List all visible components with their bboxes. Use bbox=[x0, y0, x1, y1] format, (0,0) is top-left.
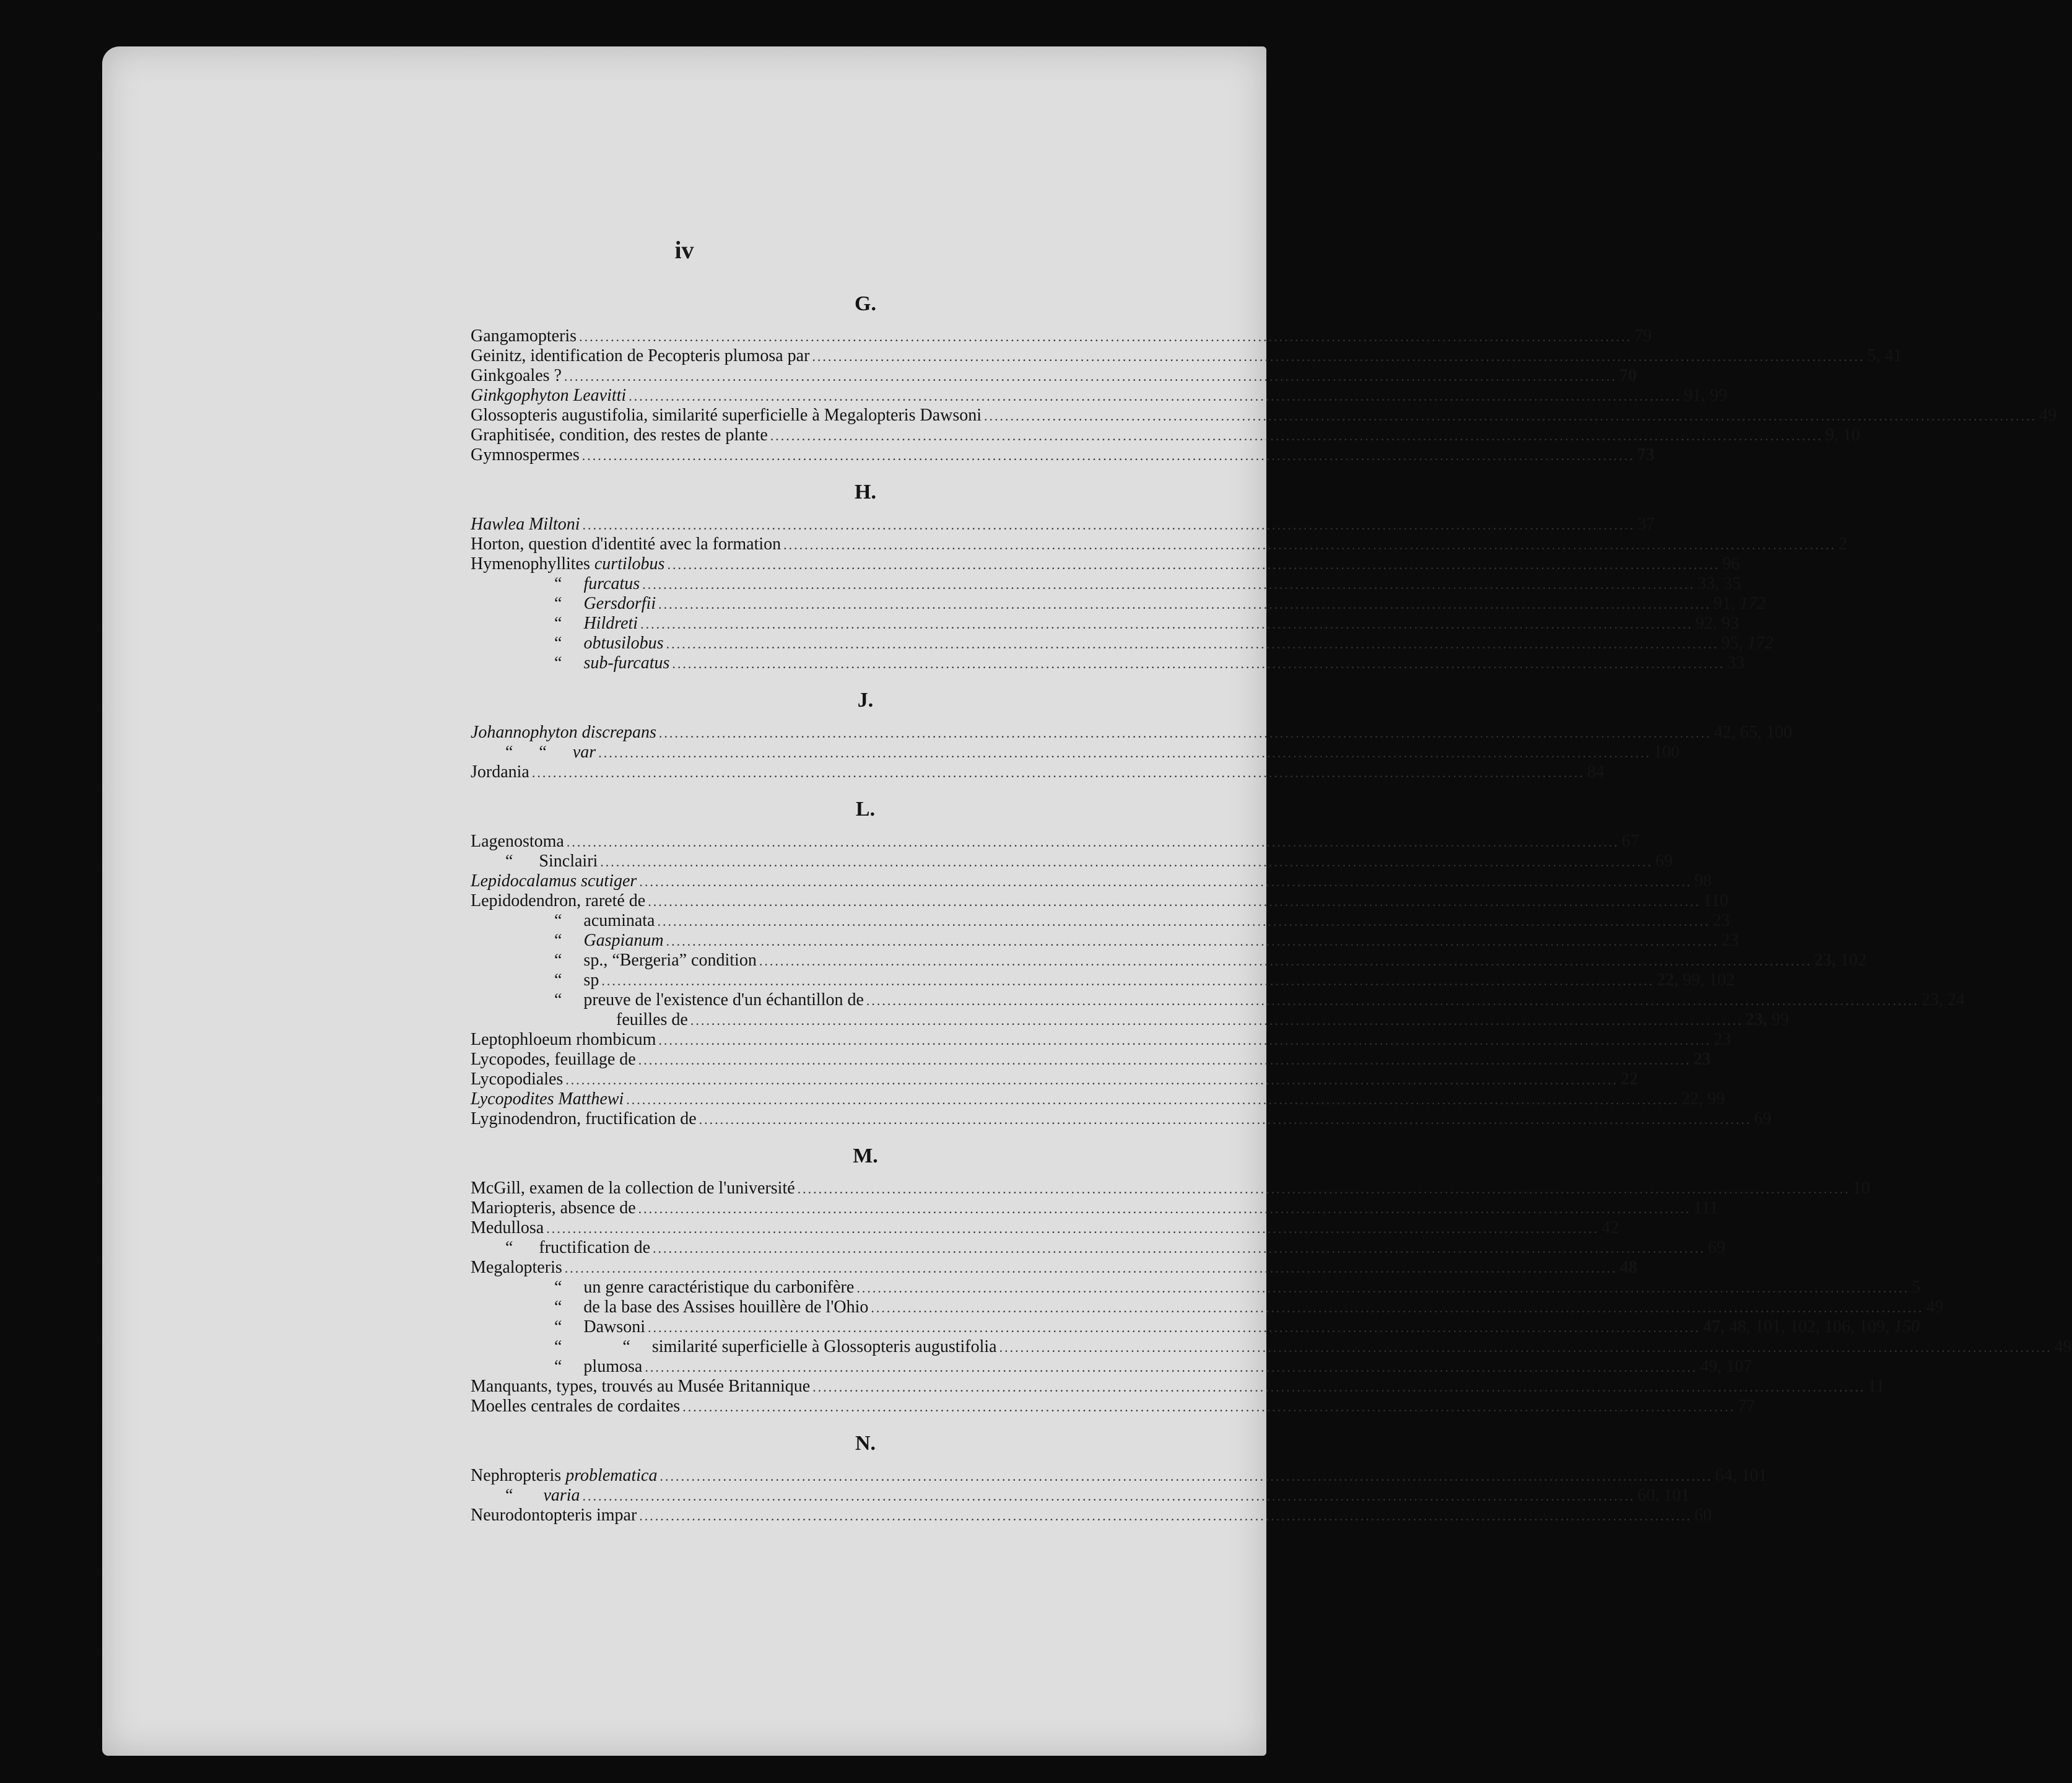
entry-pages: 23, 99 bbox=[1745, 1010, 1789, 1029]
dot-leader: ........................................................................................................................................................................................................ bbox=[658, 596, 1712, 612]
entry-pages: 5 bbox=[1912, 1278, 1921, 1297]
entry-pages: 96 bbox=[1722, 554, 1740, 573]
index-entry bbox=[471, 534, 1848, 554]
entry-label: “ sp bbox=[554, 970, 599, 990]
dot-leader: ........................................................................................................................................................................................................ bbox=[648, 894, 1701, 909]
entry-pages: 33, 35 bbox=[1697, 574, 1741, 593]
dot-leader: ........................................................................................................................................................................................................ bbox=[871, 1300, 1924, 1315]
entry-pages: 48 bbox=[1619, 1258, 1637, 1277]
dot-leader: ........................................................................................................................................................................................................ bbox=[783, 537, 1837, 552]
entry-pages: 73 bbox=[1637, 445, 1655, 464]
index-entry bbox=[471, 554, 1740, 574]
entry-label: Lycopodes, feuillage de bbox=[471, 1050, 636, 1069]
entry-label: “ sp., “Bergeria” condition bbox=[554, 951, 757, 970]
entry-label: feuilles de bbox=[616, 1010, 688, 1029]
entry-pages: 49 bbox=[2039, 406, 2057, 425]
entry-label: “ Sinclairi bbox=[471, 852, 598, 871]
entry-label: “ Hildreti bbox=[554, 614, 638, 633]
index-entry bbox=[471, 1317, 1920, 1337]
dot-leader: ........................................................................................................................................................................................................ bbox=[564, 1260, 1617, 1276]
section-letter: H. bbox=[855, 481, 876, 504]
dot-leader: ........................................................................................................................................................................................................ bbox=[638, 1052, 1691, 1068]
index-entry bbox=[471, 1297, 1944, 1317]
entry-label: “ fructification de bbox=[471, 1238, 651, 1257]
index-entry bbox=[471, 762, 1604, 782]
index-entry bbox=[471, 951, 1866, 970]
index-entry bbox=[471, 1337, 2072, 1357]
dot-leader: ........................................................................................................................................................................................................ bbox=[999, 1340, 2052, 1355]
index-entry bbox=[471, 1258, 1637, 1278]
entry-label: Manquants, types, trouvés au Musée Britannique bbox=[471, 1377, 811, 1396]
entry-label: “ obtusilobus bbox=[554, 634, 664, 653]
dot-leader: ........................................................................................................................................................................................................ bbox=[565, 1072, 1619, 1088]
entry-pages: 42 bbox=[1601, 1218, 1619, 1237]
entry-pages: 70 bbox=[1619, 366, 1637, 385]
index-entry bbox=[471, 425, 1860, 445]
entry-label: Nephropteris problematica bbox=[471, 1466, 658, 1485]
dot-leader: ........................................................................................................................................................................................................ bbox=[658, 1032, 1712, 1048]
dot-leader: ........................................................................................................................................................................................................ bbox=[657, 913, 1710, 929]
index-entry bbox=[471, 723, 1792, 743]
dot-leader: ........................................................................................................................................................................................................ bbox=[666, 933, 1719, 949]
dot-leader: ........................................................................................................................................................................................................ bbox=[770, 428, 1823, 443]
entry-pages: 5, 41 bbox=[1867, 346, 1902, 365]
dot-leader: ........................................................................................................................................................................................................ bbox=[666, 636, 1719, 652]
entry-label: Gymnospermes bbox=[471, 445, 580, 464]
entry-label: Lycopodites Matthewi bbox=[471, 1089, 624, 1109]
index-entry bbox=[471, 1397, 1756, 1416]
entry-pages: 111 bbox=[1693, 1198, 1718, 1218]
entry-label: Medullosa bbox=[471, 1218, 544, 1237]
index-entry bbox=[471, 1377, 1885, 1397]
index-entry bbox=[471, 1179, 1870, 1198]
index-entry bbox=[471, 911, 1730, 931]
entry-label: Moelles centrales de cordaites bbox=[471, 1397, 681, 1416]
index-entry bbox=[471, 832, 1639, 852]
dot-leader: ........................................................................................................................................................................................................ bbox=[659, 1468, 1713, 1484]
index-entry bbox=[471, 1506, 1712, 1525]
entry-label: Mariopteris, absence de bbox=[471, 1198, 636, 1218]
entry-pages: 49 bbox=[1926, 1297, 1944, 1317]
dot-leader: ........................................................................................................................................................................................................ bbox=[598, 745, 1652, 761]
entry-label: Lepidodendron, rareté de bbox=[471, 891, 646, 910]
entry-pages: 22, 99, 102 bbox=[1656, 970, 1735, 990]
index-entry bbox=[471, 366, 1637, 386]
dot-leader: ........................................................................................................................................................................................................ bbox=[699, 1112, 1752, 1127]
dot-leader: ........................................................................................................................................................................................................ bbox=[639, 874, 1692, 889]
entry-label: “ preuve de l'existence d'un échantillon de bbox=[554, 990, 864, 1009]
entry-pages: 23 bbox=[1721, 931, 1739, 950]
entry-pages: 23 bbox=[1693, 1050, 1711, 1069]
dot-leader: ........................................................................................................................................................................................................ bbox=[626, 1092, 1679, 1107]
entry-pages: 49, 107 bbox=[1700, 1357, 1752, 1376]
index-entry bbox=[471, 574, 1741, 594]
index-entry bbox=[471, 1030, 1731, 1050]
entry-label: “ varia bbox=[471, 1486, 580, 1505]
index-entry bbox=[471, 852, 1673, 871]
entry-label: Gangamopteris bbox=[471, 326, 577, 346]
entry-pages: 91, 99 bbox=[1684, 386, 1728, 405]
entry-pages: 2 bbox=[1839, 534, 1848, 554]
entry-pages: 84 bbox=[1587, 762, 1604, 782]
index-list bbox=[471, 288, 2072, 1525]
entry-pages: 47, 48, 101, 102, 106, 109, 150 bbox=[1702, 1317, 1920, 1336]
entry-pages: 100 bbox=[1653, 743, 1680, 762]
dot-leader: ........................................................................................................................................................................................................ bbox=[667, 557, 1720, 572]
entry-label: “ “ similarité superficielle à Glossopteris augustifolia bbox=[554, 1337, 997, 1356]
dot-leader: ........................................................................................................................................................................................................ bbox=[645, 1359, 1698, 1375]
dot-leader: ........................................................................................................................................................................................................ bbox=[582, 517, 1635, 533]
entry-label: Hymenophyllites curtilobus bbox=[471, 554, 665, 573]
entry-label: Ginkgophyton Leavitti bbox=[471, 386, 627, 405]
entry-pages: 60 bbox=[1694, 1506, 1712, 1525]
entry-label: Lagenostoma bbox=[471, 832, 564, 851]
dot-leader: ........................................................................................................................................................................................................ bbox=[797, 1181, 1850, 1197]
entry-label: Lyginodendron, fructification de bbox=[471, 1109, 697, 1128]
dot-leader: ........................................................................................................................................................................................................ bbox=[639, 1508, 1692, 1524]
entry-pages: 110 bbox=[1703, 891, 1729, 910]
entry-label: “ Dawsoni bbox=[554, 1317, 645, 1336]
dot-leader: ........................................................................................................................................................................................................ bbox=[866, 993, 1919, 1008]
dot-leader: ........................................................................................................................................................................................................ bbox=[531, 765, 1585, 780]
section-letter: L. bbox=[855, 798, 876, 821]
entry-pages: 23 bbox=[1713, 1030, 1731, 1049]
section-letter: N. bbox=[855, 1432, 876, 1455]
entry-pages: 22 bbox=[1621, 1070, 1639, 1089]
dot-leader: ........................................................................................................................................................................................................ bbox=[640, 616, 1694, 632]
entry-pages: 91, 172 bbox=[1713, 594, 1766, 613]
entry-label: “ furcatus bbox=[554, 574, 640, 593]
dot-leader: ........................................................................................................................................................................................................ bbox=[812, 349, 1865, 364]
entry-pages: 49 bbox=[2054, 1337, 2072, 1356]
entry-pages: 22, 99 bbox=[1681, 1089, 1725, 1109]
index-entry bbox=[471, 1010, 1789, 1030]
dot-leader: ........................................................................................................................................................................................................ bbox=[581, 448, 1635, 463]
entry-pages: 92, 93 bbox=[1695, 614, 1739, 633]
entry-pages: 79 bbox=[1634, 326, 1652, 346]
index-entry bbox=[471, 1218, 1619, 1238]
entry-pages: 37 bbox=[1637, 515, 1655, 534]
index-entry bbox=[471, 1486, 1690, 1506]
entry-pages: 10 bbox=[1852, 1179, 1870, 1198]
entry-label: “ Gaspianum bbox=[554, 931, 664, 950]
entry-label: “ plumosa bbox=[554, 1357, 643, 1376]
dot-leader: ........................................................................................................................................................................................................ bbox=[682, 1399, 1736, 1415]
entry-label: Jordania bbox=[471, 762, 529, 782]
index-entry bbox=[471, 1466, 1767, 1486]
dot-leader: ........................................................................................................................................................................................................ bbox=[600, 854, 1653, 870]
dot-leader: ........................................................................................................................................................................................................ bbox=[566, 834, 1619, 850]
entry-label: Hawlea Miltoni bbox=[471, 515, 580, 534]
section-letter: M. bbox=[853, 1144, 878, 1167]
entry-label: “ Gersdorfii bbox=[554, 594, 656, 613]
book-page bbox=[102, 46, 2072, 1756]
entry-label: “ de la base des Assises houillère de l'Ohio bbox=[554, 1297, 869, 1317]
entry-label: “ sub-furcatus bbox=[554, 653, 670, 673]
index-entry bbox=[471, 594, 1766, 614]
entry-pages: 42, 65, 100 bbox=[1713, 723, 1792, 742]
index-entry bbox=[471, 346, 1902, 366]
index-entry bbox=[471, 445, 1655, 465]
entry-label: Lycopodiales bbox=[471, 1070, 564, 1089]
entry-pages: 23 bbox=[1712, 911, 1730, 930]
entry-pages: 64, 101 bbox=[1715, 1466, 1767, 1485]
index-entry bbox=[471, 990, 1965, 1010]
entry-label: Graphitisée, condition, des restes de plante bbox=[471, 425, 768, 445]
section-letter: J. bbox=[857, 689, 874, 712]
index-entry bbox=[471, 1238, 1726, 1258]
index-entry bbox=[471, 970, 1735, 990]
entry-pages: 23, 24 bbox=[1921, 990, 1965, 1009]
index-entry bbox=[471, 1198, 1718, 1218]
dot-leader: ........................................................................................................................................................................................................ bbox=[638, 1201, 1691, 1216]
index-entry bbox=[471, 1357, 1752, 1377]
entry-pages: 69 bbox=[1708, 1238, 1726, 1257]
index-entry bbox=[471, 891, 1729, 911]
page-number: iv bbox=[674, 236, 694, 264]
dot-leader: ........................................................................................................................................................................................................ bbox=[812, 1379, 1866, 1395]
entry-pages: 60, 101 bbox=[1637, 1486, 1690, 1505]
index-entry bbox=[471, 614, 1739, 634]
dot-leader: ........................................................................................................................................................................................................ bbox=[601, 973, 1655, 988]
entry-label: Lepidocalamus scutiger bbox=[471, 871, 637, 891]
entry-label: “ acuminata bbox=[554, 911, 655, 930]
entry-pages: 11 bbox=[1868, 1377, 1885, 1396]
entry-pages: 77 bbox=[1738, 1397, 1756, 1416]
dot-leader: ........................................................................................................................................................................................................ bbox=[629, 388, 1682, 404]
index-entry bbox=[471, 1070, 1639, 1089]
index-entry bbox=[471, 1109, 1772, 1129]
index-entry bbox=[471, 515, 1655, 534]
dot-leader: ........................................................................................................................................................................................................ bbox=[690, 1013, 1743, 1028]
dot-leader: ........................................................................................................................................................................................................ bbox=[642, 577, 1695, 592]
entry-pages: 69 bbox=[1655, 852, 1673, 871]
entry-label: Glossopteris augustifolia, similarité superficielle à Megalopteris Dawsoni bbox=[471, 406, 982, 425]
entry-label: Johannophyton discrepans bbox=[471, 723, 656, 742]
entry-pages: 95, 172 bbox=[1721, 634, 1774, 653]
index-entry bbox=[471, 1089, 1725, 1109]
index-entry bbox=[471, 634, 1774, 653]
index-entry bbox=[471, 1050, 1711, 1070]
entry-label: “ un genre caractéristique du carbonifère bbox=[554, 1278, 855, 1297]
dot-leader: ........................................................................................................................................................................................................ bbox=[647, 1320, 1700, 1335]
dot-leader: ........................................................................................................................................................................................................ bbox=[653, 1240, 1706, 1256]
entry-pages: 33 bbox=[1727, 653, 1745, 673]
dot-leader: ........................................................................................................................................................................................................ bbox=[856, 1280, 1910, 1296]
index-entry bbox=[471, 326, 1652, 346]
entry-label: Megalopteris bbox=[471, 1258, 562, 1277]
entry-label: Geinitz, identification de Pecopteris plumosa par bbox=[471, 346, 810, 365]
index-entry bbox=[471, 871, 1712, 891]
dot-leader: ........................................................................................................................................................................................................ bbox=[564, 368, 1617, 384]
dot-leader: ........................................................................................................................................................................................................ bbox=[579, 329, 1632, 344]
index-entry bbox=[471, 743, 1680, 762]
section-letter: G. bbox=[855, 292, 876, 315]
dot-leader: ........................................................................................................................................................................................................ bbox=[984, 408, 2037, 424]
entry-label: Leptophloeum rhombicum bbox=[471, 1030, 656, 1049]
entry-pages: 23, 102 bbox=[1814, 951, 1866, 970]
dot-leader: ........................................................................................................................................................................................................ bbox=[658, 725, 1712, 741]
entry-pages: 69 bbox=[1754, 1109, 1772, 1128]
dot-leader: ........................................................................................................................................................................................................ bbox=[672, 656, 1725, 671]
index-entry bbox=[471, 653, 1745, 673]
entry-pages: 9, 10 bbox=[1825, 425, 1860, 445]
entry-label: McGill, examen de la collection de l'université bbox=[471, 1179, 795, 1198]
index-entry bbox=[471, 406, 2057, 425]
index-entry bbox=[471, 1278, 1921, 1297]
entry-label: Neurodontopteris impar bbox=[471, 1506, 637, 1525]
entry-pages: 67 bbox=[1621, 832, 1639, 851]
index-entry bbox=[471, 931, 1739, 951]
index-entry bbox=[471, 386, 1728, 406]
dot-leader: ........................................................................................................................................................................................................ bbox=[759, 953, 1812, 969]
dot-leader: ........................................................................................................................................................................................................ bbox=[546, 1221, 1600, 1236]
dot-leader: ........................................................................................................................................................................................................ bbox=[582, 1488, 1635, 1504]
entry-pages: 98 bbox=[1694, 871, 1712, 891]
entry-label: Horton, question d'identité avec la formation bbox=[471, 534, 781, 554]
entry-label: Ginkgoales ? bbox=[471, 366, 562, 385]
entry-label: “ “ var bbox=[471, 743, 596, 762]
